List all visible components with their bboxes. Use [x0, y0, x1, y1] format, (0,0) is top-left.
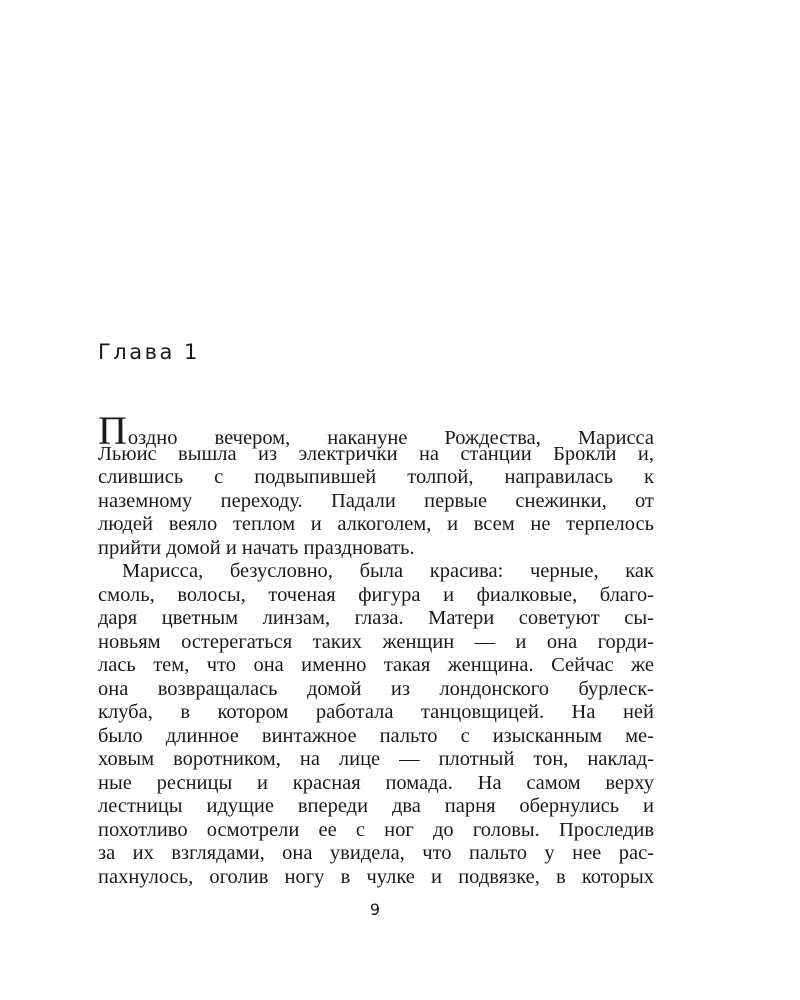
text-line: наземному переходу. Падали первые снежинки, от [98, 489, 654, 512]
text-line: смоль, волосы, точеная фигура и фиалковые, благо- [98, 583, 654, 606]
text-line: пахнулось, оголив ногу в чулке и подвязке, в которых [98, 865, 654, 888]
text-line: Марисса, безусловно, была красива: черные, как [122, 560, 654, 582]
text-line: за их взглядами, она увидела, что пальто у нее рас- [98, 842, 654, 864]
chapter-title: Глава 1 [98, 340, 200, 364]
paragraph-2 [98, 560, 654, 889]
text-line: она возвращалась домой из лондонского бурлеск- [98, 677, 654, 700]
page-number: 9 [369, 900, 381, 919]
text-line: новьям остерегаться таких женщин — и она горди- [98, 630, 654, 653]
drop-cap: П [98, 408, 127, 453]
body-text [98, 408, 654, 889]
text-line: Поздно вечером, накануне Рождества, Марисса [98, 408, 654, 453]
text-line: даря цветным линзам, глаза. Матери советуют сы- [98, 607, 654, 629]
text-line: клуба, в котором работала танцовщицей. На ней [98, 701, 654, 723]
text-line: было длинное винтажное пальто с изысканным ме- [98, 724, 654, 747]
text-line: похотливо осмотрели ее с ног до головы. Проследив [98, 818, 654, 841]
text-line: прийти домой и начать праздновать. [98, 536, 415, 559]
text-line: ные ресницы и красная помада. На самом верху [98, 771, 654, 794]
text-line: лась тем, что она именно такая женщина. Сейчас же [98, 654, 654, 676]
text-line: лестницы идущие впереди два парня обернулись и [98, 795, 654, 817]
text-line: людей веяло теплом и алкоголем, и всем не терпелось [98, 513, 654, 535]
text-line: слившись с подвыпившей толпой, направилась к [98, 466, 654, 488]
text-line: ховым воротником, на лице — плотный тон, наклад- [98, 748, 654, 770]
text-line: Льюис вышла из электрички на станции Брокли и, [98, 442, 654, 465]
paragraph-1 [98, 408, 654, 560]
